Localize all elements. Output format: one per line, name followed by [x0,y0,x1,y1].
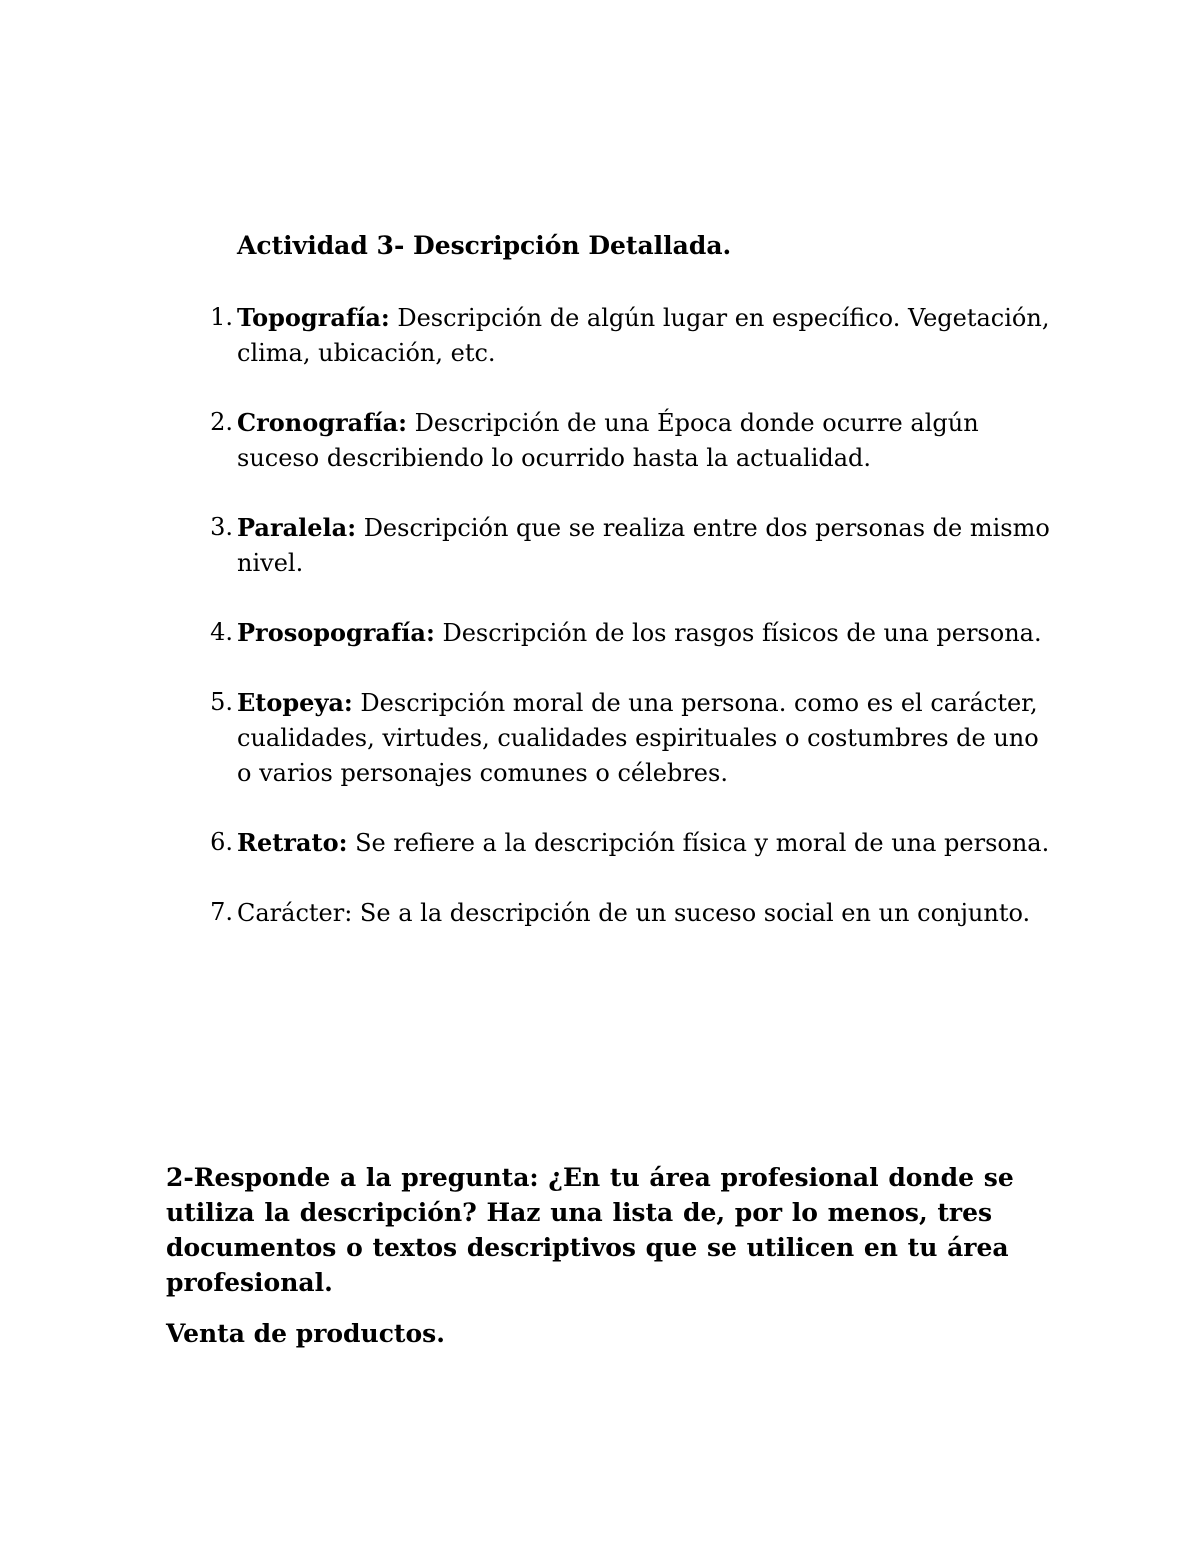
list-item [210,615,1057,651]
list-item-term: Prosopografía: [237,618,435,647]
list-item [210,895,1057,931]
list-item-number: 7. [210,898,233,926]
list-item-term: Paralela: [237,513,357,542]
list-item-term: Etopeya: [237,688,353,717]
list-item-number: 2. [210,408,233,436]
list-item-term: Retrato: [237,828,348,857]
list-item-term: Topografía: [237,303,390,332]
answer-paragraph: Venta de productos. [166,1319,445,1348]
list-item [210,510,1057,581]
list-item-text: Descripción de una Época donde ocurre algún suceso describiendo lo ocurrido hasta la actualidad. [237,409,979,472]
list-item-text: Descripción de algún lugar en específico. Vegetación, clima, ubicación, etc. [237,304,1050,367]
list-item-number: 4. [210,618,233,646]
list-item [210,825,1057,861]
question-paragraph: 2-Responde a la pregunta: ¿En tu área profesional donde se utiliza la descripción? Haz una lista de, por lo menos, tres documentos o textos descriptivos que se utilicen en tu área profesional. [166,1163,1014,1297]
list-item-text: Descripción que se realiza entre dos personas de mismo nivel. [237,514,1050,577]
list-item-number: 1. [210,303,233,331]
list-item-number: 3. [210,513,233,541]
list-item [210,405,1057,476]
list-item-term: Cronografía: [237,408,408,437]
list-item [210,300,1057,371]
document-title: Actividad 3- Descripción Detallada. [237,231,732,260]
list-item-text: Se refiere a la descripción física y moral de una persona. [347,829,1050,857]
list-item-number: 5. [210,688,233,716]
list-item-text: Descripción moral de una persona. como es el carácter, cualidades, virtudes, cualidades espirituales o costumbres de uno o varios personajes comunes o célebres. [237,689,1039,787]
list-item-text: Carácter: Se a la descripción de un suceso social en un conjunto. [237,899,1031,927]
list-item-text: Descripción de los rasgos físicos de una persona. [434,619,1042,647]
list-item [210,685,1057,791]
list-item-number: 6. [210,828,233,856]
description-types-list [210,300,1057,965]
